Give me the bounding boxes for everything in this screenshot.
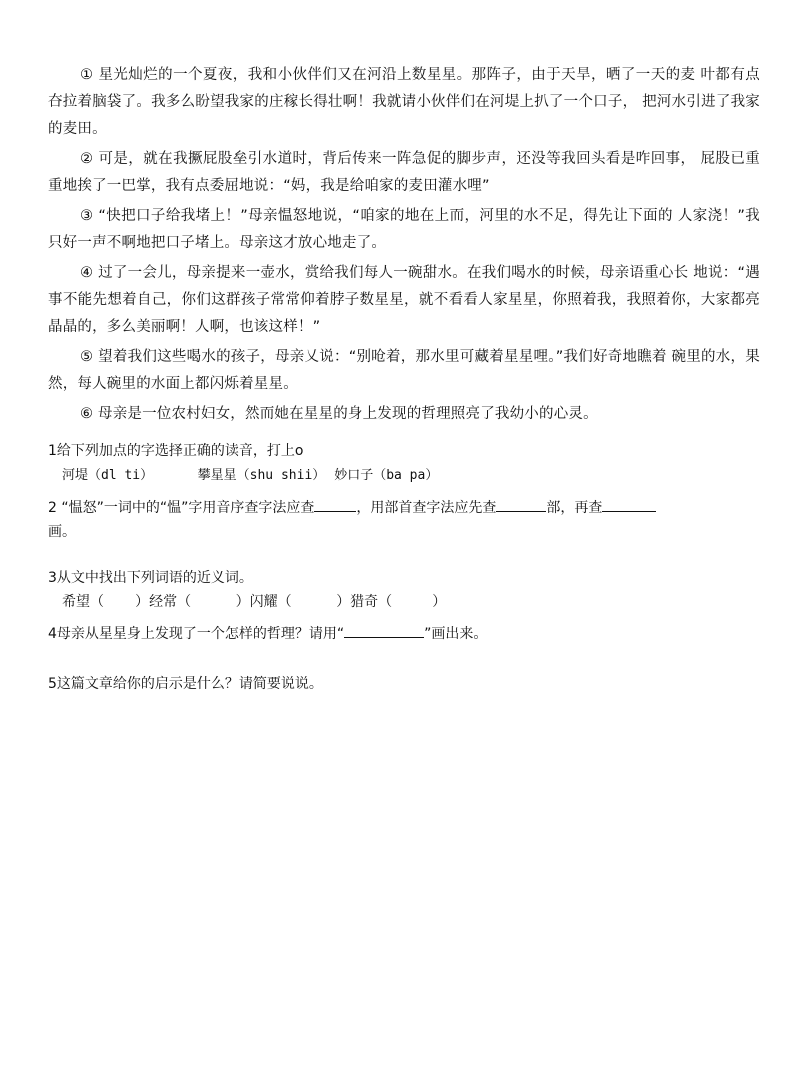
question-2 (48, 496, 760, 544)
q3-item-4: ）猎奇（ (336, 594, 393, 610)
q2-text-2: ，用部首查字法应先查 (356, 500, 497, 516)
q2-blank-2[interactable] (496, 497, 546, 512)
q2-text-3: 部，再查 (546, 500, 603, 516)
question-4 (48, 622, 760, 646)
q2-text-4: 画。 (48, 524, 76, 540)
q2-blank-1[interactable] (314, 497, 356, 512)
passage-paragraph-2: ② 可是，就在我撅屁股垒引水道时，背后传来一阵急促的脚步声，还没等我回头看是咋回事， 屁股已重重地挨了一巴掌，我有点委屈地说：“妈，我是给咱家的麦田灌水哩” (48, 151, 760, 194)
question-3-title: 3从文中找出下列词语的近义词。 (48, 570, 253, 586)
passage-paragraph-1: ① 星光灿烂的一个夏夜，我和小伙伴们又在河沿上数星星。那阵子，由于天旱，晒了一天的麦 叶都有点夻拉着脑袋了。我多么盼望我家的庄稼长得壮啊！我就请小伙伴们在河堤上扒了一个口子， 把河水引进了我家的麦田。 (48, 67, 760, 137)
question-3-items (48, 590, 760, 614)
passage-paragraph-3: ③ “快把口子给我堵上！”母亲愠怒地说，“咱家的地在上而，河里的水不足，得先让下面的 人家浇！”我只好一声不啊地把口子堵上。母亲这才放心地走了。 (48, 208, 760, 251)
q4-underline-sample (344, 623, 424, 638)
q3-item-5: ） (432, 594, 447, 610)
question-1-items (48, 463, 760, 488)
q3-item-3: ）闪耀（ (235, 594, 292, 610)
q1-item-1: 河堤（dl ti） (62, 468, 154, 483)
question-1-title: 1给下列加点的字选择正确的读音，打上o (48, 443, 304, 459)
q2-text-1: 2 “愠怒”一词中的“愠”字用音序查字法应查 (48, 500, 315, 516)
q3-item-2: ）经常（ (135, 594, 192, 610)
q4-text-1: 4母亲从星星身上发现了一个怎样的哲理？请用“ (48, 626, 345, 642)
q3-item-1: 希望（ (62, 594, 104, 610)
passage-paragraph-4: ④ 过了一会儿，母亲提来一壶水，赏给我们每人一碗甜水。在我们喝水的时候，母亲语重心长 地说：“遇事不能先想着自己，你们这群孩子常常仰着脖子数星星，就不看看人家星星，你照着我，我照着你，大家都亮晶晶的，多么美丽啊！人啊，也该这样！” (48, 265, 760, 335)
question-5: 5这篇文章给你的启示是什么？请简要说说。 (48, 676, 323, 692)
q2-blank-3[interactable] (602, 497, 656, 512)
q1-item-2: 攀星星（shu shii） (197, 468, 326, 483)
passage-paragraph-5: ⑤ 望着我们这些喝水的孩子，母亲乂说：“别呛着，那水里可藏着星星哩。”我们好奇地瞧着 碗里的水，果然，每人碗里的水面上都闪烁着星星。 (48, 349, 760, 392)
passage-paragraph-6: ⑥ 母亲是一位农村妇女，然而她在星星的身上发现的哲理照亮了我幼小的心灵。 (80, 406, 598, 422)
q1-item-3: 妙口子（ba pa） (334, 468, 439, 483)
q4-text-2: ”画出来。 (424, 626, 488, 642)
